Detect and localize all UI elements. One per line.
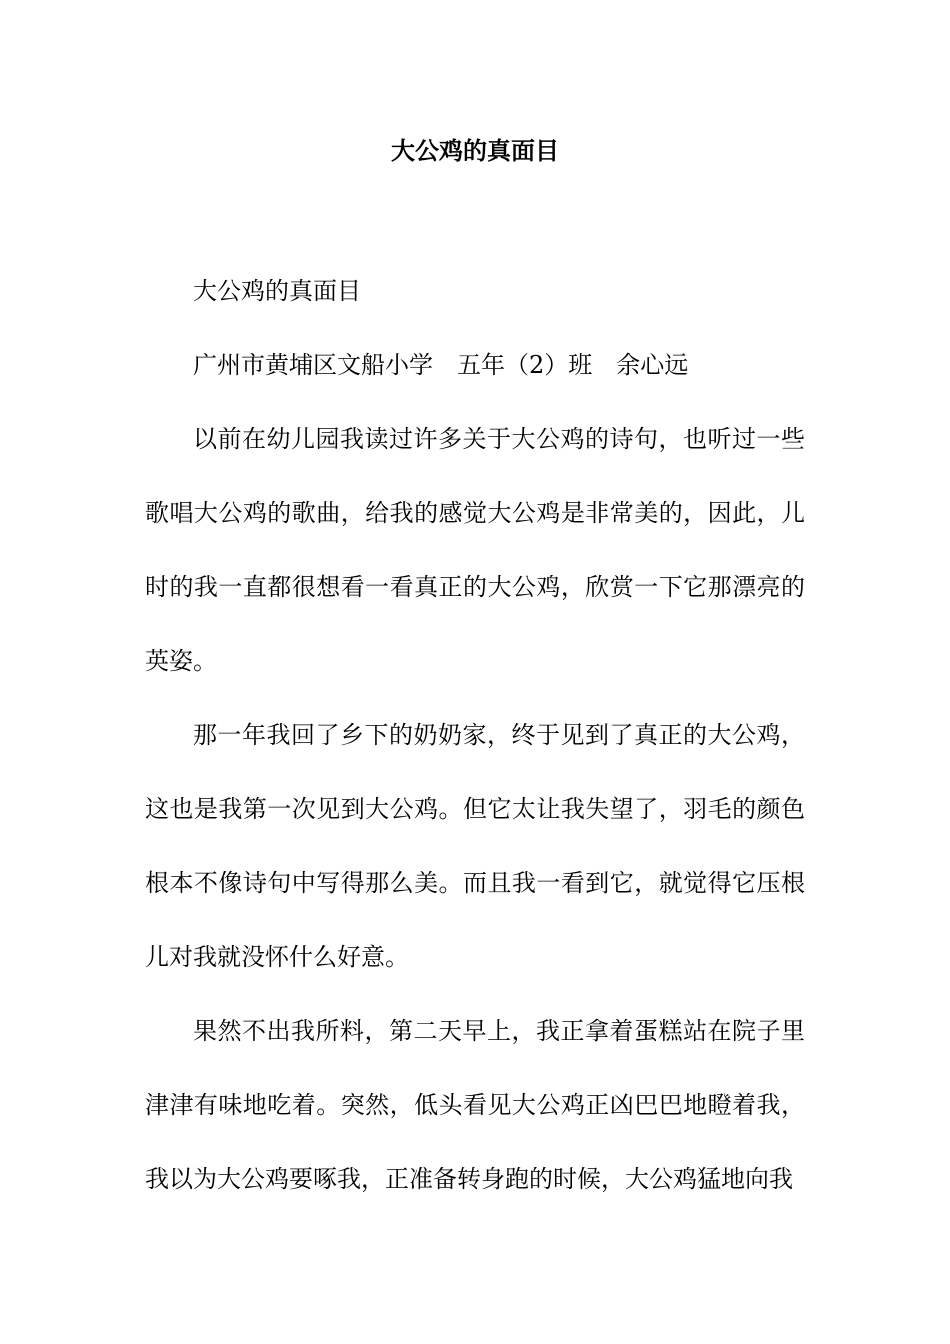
body-paragraph: 果然不出我所料，第二天早上，我正拿着蛋糕站在院子里津津有味地吃着。突然，低头看见大公鸡正凶巴巴地瞪着我，我以为大公鸡要啄我，正准备转身跑的时候，大公鸡猛地向我 [145,1017,805,1193]
document-title: 大公鸡的真面目 [391,136,559,165]
document-body [145,254,805,1216]
body-paragraph: 以前在幼儿园我读过许多关于大公鸡的诗句，也听过一些歌唱大公鸡的歌曲，给我的感觉大公鸡是非常美的，因此，儿时的我一直都很想看一看真正的大公鸡，欣赏一下它那漂亮的英姿。 [145,425,805,675]
body-paragraph: 那一年我回了乡下的奶奶家，终于见到了真正的大公鸡，这也是我第一次见到大公鸡。但它太让我失望了，羽毛的颜色根本不像诗句中写得那么美。而且我一看到它，就觉得它压根儿对我就没怀什么好意。 [145,721,805,971]
author-line: 广州市黄埔区文船小学 五年（2）班 余心远 [193,351,689,379]
subtitle-paragraph: 大公鸡的真面目 [193,277,361,305]
